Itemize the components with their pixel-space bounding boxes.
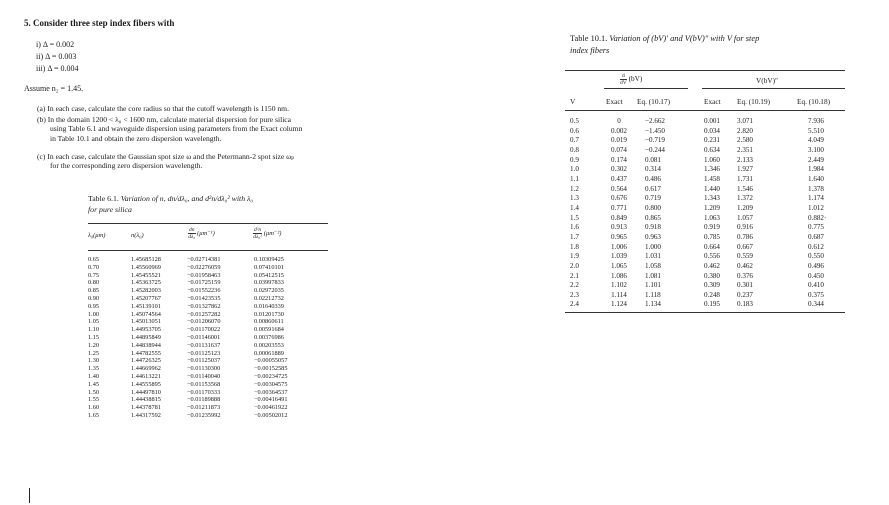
caption-title-line2: index fibers bbox=[570, 45, 610, 55]
col-dn-values: −0.02714381 −0.02276059 −0.01958463 −0.01725159 −0.01552236 −0.01423535 −0.01327862 −0.01257282 −0.01206070 −0.01170022 −0.01146001 −0.01131637 −0.01125123 −0.01125037 −0.01130300 −0.01140040 −0.01153568 −0.01170333 −0.01189888 −0.01211873 −0.01235992 bbox=[187, 256, 221, 419]
col-exact1-values: 0 0.002 0.019 0.074 0.174 0.302 0.437 0.564 0.676 0.771 0.849 0.913 0.965 1.006 1.039 1.065 1.086 1.102 1.114 1.124 bbox=[611, 117, 627, 309]
col-header-eq1019: Eq. (10.19) bbox=[737, 97, 771, 106]
group-rule bbox=[702, 88, 845, 89]
part-text: In each case, calculate the Gaussian spot size ω and the Petermann-2 spot size ωₚ bbox=[47, 152, 295, 161]
option-1: i) Δ = 0.002 bbox=[36, 40, 75, 49]
part-label: (a) bbox=[37, 104, 46, 113]
text-cursor bbox=[29, 488, 30, 503]
derivative-fraction: $\frac{\text{d²n}}{\text{dλ₀²}}$ bbox=[253, 227, 262, 240]
part-text: In the domain 1200 < λ₀ < 1600 nm, calculate material dispersion for pure silica bbox=[47, 115, 292, 124]
part-text: for the corresponding zero dispersion wavelength. bbox=[50, 161, 203, 171]
derivative-fraction: $\frac{dn}{\text{dλ₀}}$ bbox=[188, 227, 196, 240]
part-text: In each case, calculate the core radius so that the cutoff wavelength is 1150 nm. bbox=[47, 104, 289, 113]
col-eq1018-values: 7.936 5.510 4.049 3.100 2.449 1.984 1.640 1.378 1.174 1.012 0.882· 0.775 0.687 0.612 0.550 0.496 0.450 0.410 0.375 0.344 bbox=[808, 117, 827, 309]
question-title: 5. Consider three step index fibers with bbox=[24, 18, 175, 28]
col-header-d2n: $\frac{\text{d²n}}{\text{dλ₀²}} (\mu m^{-2})$ bbox=[253, 227, 282, 240]
caption-title: Variation of n, dn/dλ₀, and d²n/dλ₀² with λ₀ bbox=[120, 194, 254, 203]
col-d2n-values: 0.10309425 0.07410101 0.05412515 0.03997833 0.02972035 0.02212732 0.01640339 0.01201730 0.00860611 0.00591684 0.00376986 0.00203553 0.00061889 −0.00055057 −0.00152585 −0.00234725 −0.00304575 −0.00364537 −0.00416491 −0.00461922 −0.00502012 bbox=[254, 256, 288, 419]
col-header-n: n(λ₀) bbox=[131, 232, 144, 239]
part-label: (c) bbox=[37, 152, 46, 161]
group-header-derivative: $\frac{d}{dV} (bV)$ bbox=[620, 73, 643, 86]
col-v-values: 0.5 0.6 0.7 0.8 0.9 1.0 1.1 1.2 1.3 1.4 1.5 1.6 1.7 1.8 1.9 2.0 2.1 2.2 2.3 2.4 bbox=[570, 117, 579, 309]
option-3: iii) Δ = 0.004 bbox=[36, 64, 79, 73]
derivative-fraction: $\frac{d}{dV}$ bbox=[620, 73, 627, 86]
table-6-1-caption bbox=[88, 193, 328, 215]
caption-prefix: Table 10.1. bbox=[570, 34, 608, 43]
col-header-eq1018: Eq. (10.18) bbox=[797, 97, 831, 106]
table-rule bbox=[88, 223, 328, 224]
table-rule bbox=[88, 250, 328, 251]
table-10-1-caption bbox=[570, 33, 850, 56]
caption-title: Variation of (bV)′ and V(bV)″ with V for step bbox=[609, 34, 760, 43]
col-eq1019-values: 3.071 2.820 2.580 2.351 2.133 1.927 1.731 1.546 1.372 1.209 1.057 0.916 0.786 0.667 0.559 0.462 0.376 0.301 0.237 0.183 bbox=[737, 117, 753, 309]
col-header-exact-2: Exact bbox=[704, 97, 721, 106]
caption-title-line2: for pure silica bbox=[88, 205, 132, 214]
group-rule bbox=[604, 88, 688, 89]
part-a bbox=[37, 104, 377, 113]
part-text: using Table 6.1 and waveguide dispersion using parameters from the Exact column bbox=[50, 124, 303, 134]
col-header-lambda: λ₀(μm) bbox=[88, 232, 106, 239]
col-header-dn: $\frac{dn}{\text{dλ₀}} (\mu m^{-1})$ bbox=[188, 227, 215, 240]
assumption: Assume n₂ = 1.45. bbox=[24, 84, 84, 93]
part-c bbox=[37, 152, 377, 171]
col-header-eq1017: Eq. (10.17) bbox=[637, 97, 671, 106]
caption-prefix: Table 6.1. bbox=[88, 194, 119, 203]
part-b bbox=[37, 115, 377, 143]
part-label: (b) bbox=[37, 115, 46, 124]
col-lambda-values: 0.65 0.70 0.75 0.80 0.85 0.90 0.95 1.00 1.05 1.10 1.15 1.20 1.25 1.30 1.35 1.40 1.45 1.50 1.55 1.60 1.65 bbox=[88, 256, 100, 419]
table-rule bbox=[565, 312, 845, 313]
table-rule bbox=[565, 70, 845, 71]
col-n-values: 1.45685128 1.45560969 1.45455521 1.45363725 1.45282003 1.45207767 1.45139101 1.45074564 1.45013051 1.44953705 1.44895849 1.44838944 1.44782555 1.44726325 1.44669962 1.44613221 1.44555895 1.44497810 1.44438815 1.44378781 1.44317592 bbox=[131, 256, 161, 419]
col-exact2-values: 0.001 0.034 0.231 0.634 1.060 1.346 1.458 1.440 1.343 1.209 1.063 0.919 0.785 0.664 0.556 0.462 0.380 0.309 0.248 0.195 bbox=[704, 117, 720, 309]
col-header-exact-1: Exact bbox=[606, 97, 623, 106]
col-header-v: V bbox=[570, 97, 576, 106]
group-header-second-derivative: V(bV)″ bbox=[756, 76, 779, 85]
col-eq1017-values: −2.662 −1.450 −0.719 −0.244 0.081 0.314 0.486 0.617 0.719 0.800 0.865 0.918 0.963 1.000 1.031 1.058 1.081 1.101 1.118 1.134 bbox=[645, 117, 665, 309]
part-text: in Table 10.1 and obtain the zero dispersion wavelength. bbox=[50, 133, 222, 143]
option-2: ii) Δ = 0.003 bbox=[36, 52, 77, 61]
table-rule bbox=[565, 110, 845, 111]
